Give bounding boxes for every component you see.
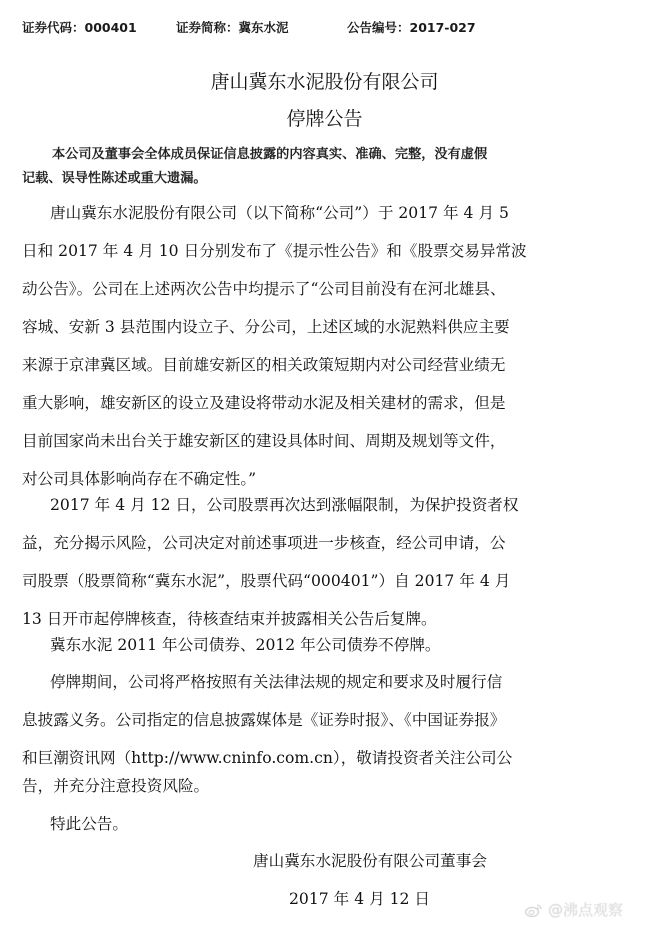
signature-date: 2017 年 4 月 12 日 (289, 890, 431, 908)
company-title: 唐山冀东水泥股份有限公司 (210, 71, 439, 93)
body-line: 特此公告。 (50, 815, 128, 833)
body-line: 告，并充分注意投资风险。 (22, 777, 210, 795)
document-header (0, 18, 649, 38)
announcement-number: 公告编号：2017-027 (347, 20, 476, 35)
body-line: 2017 年 4 月 12 日，公司股票再次达到涨幅限制，为保护投资者权 (50, 496, 519, 514)
body-line: 对公司具体影响尚存在不确定性。” (22, 470, 257, 488)
disclaimer-line-2: 记载、误导性陈述或重大遗漏。 (22, 171, 207, 186)
body-line: 停牌期间，公司将严格按照有关法律法规的规定和要求及时履行信 (50, 673, 503, 691)
body-line: 容城、安新 3 县范围内设立子、分公司，上述区域的水泥熟料供应主要 (22, 318, 510, 336)
security-short-name: 证券简称：冀东水泥 (176, 20, 289, 35)
body-line: 息披露义务。公司指定的信息披露媒体是《证券时报》、《中国证券报》 (22, 711, 506, 729)
disclaimer-line-1: 本公司及董事会全体成员保证信息披露的内容真实、准确、完整，没有虚假 (52, 147, 488, 162)
body-line: 重大影响，雄安新区的设立及建设将带动水泥及相关建材的需求，但是 (22, 394, 506, 412)
signature-board: 唐山冀东水泥股份有限公司董事会 (253, 852, 487, 870)
document-title: 停牌公告 (286, 108, 363, 130)
body-line: 目前国家尚未出台关于雄安新区的建设具体时间、周期及规划等文件， (22, 432, 506, 450)
body-line: 司股票（股票简称“冀东水泥”，股票代码“000401”）自 2017 年 4 月 (22, 572, 511, 590)
weibo-icon (525, 903, 543, 917)
watermark-text: @沸点观察 (548, 901, 624, 919)
watermark (525, 899, 623, 920)
body-line: 动公告》。公司在上述两次公告中均提示了“公司目前没有在河北雄县、 (22, 280, 506, 298)
body-line: 益，充分揭示风险，公司决定对前述事项进一步核查，经公司申请，公 (22, 534, 506, 552)
security-code: 证券代码：000401 (22, 20, 137, 35)
body-line: 和巨潮资讯网（http://www.cninfo.com.cn），敬请投资者关注公司公 (22, 749, 513, 767)
body-line: 日和 2017 年 4 月 10 日分别发布了《提示性公告》和《股票交易异常波 (22, 242, 527, 260)
body-line: 13 日开市起停牌核查，待核查结束并披露相关公告后复牌。 (22, 610, 437, 628)
body-line: 来源于京津冀区域。目前雄安新区的相关政策短期内对公司经营业绩无 (22, 356, 506, 374)
body-line: 唐山冀东水泥股份有限公司（以下简称“公司”）于 2017 年 4 月 5 (50, 204, 509, 222)
body-line: 冀东水泥 2011 年公司债券、2012 年公司债券不停牌。 (50, 636, 441, 654)
